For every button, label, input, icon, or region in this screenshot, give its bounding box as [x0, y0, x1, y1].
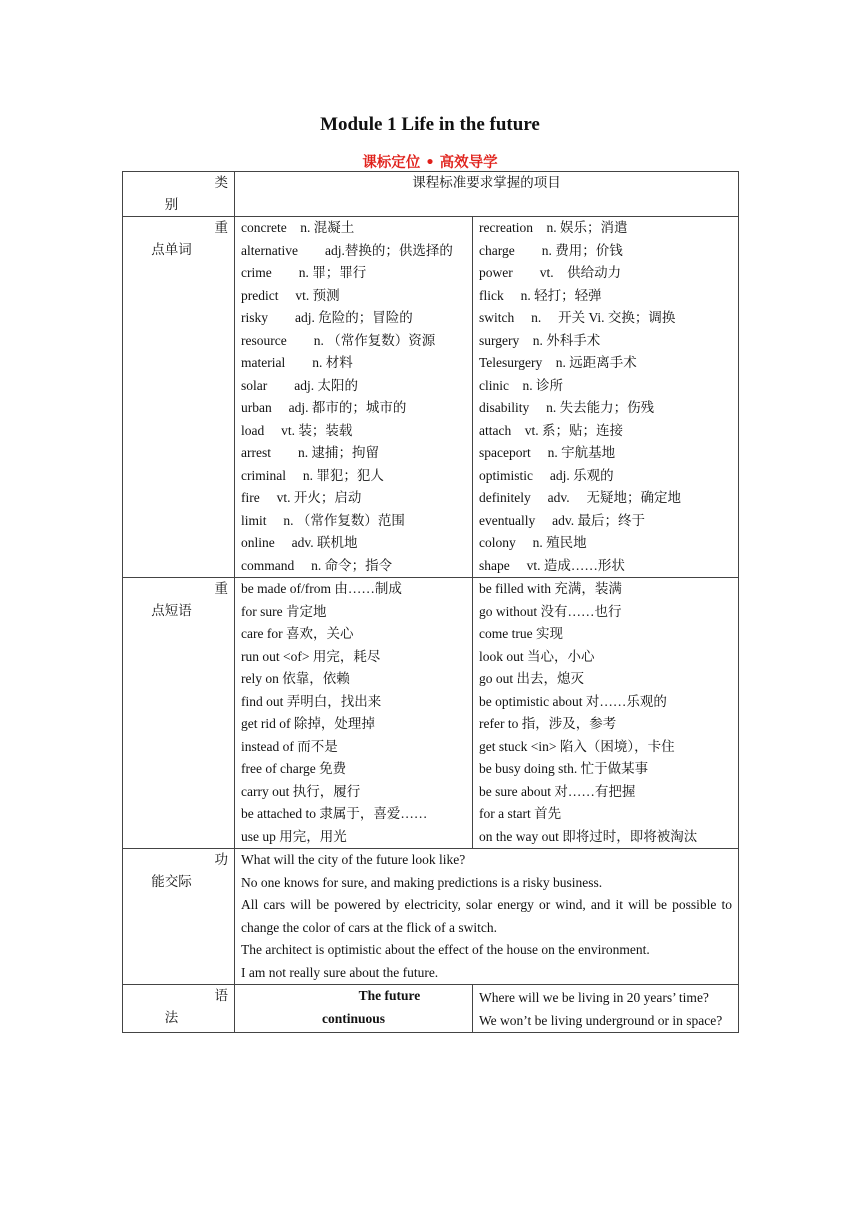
- phrase-item: go without 没有……也行: [479, 603, 622, 619]
- vocab-item: limit n. （常作复数）范围: [241, 512, 405, 528]
- phrase-item: care for 喜欢，关心: [241, 626, 354, 641]
- vocab-item: resource n. （常作复数）资源: [241, 332, 436, 348]
- phrase-item: find out 弄明白，找出来: [241, 693, 382, 709]
- vocab-item: disability n. 失去能力；伤残: [479, 400, 655, 415]
- phrase-item: on the way out 即将过时，即将被淘汰: [479, 828, 698, 844]
- vocab-item: material n. 材料: [241, 355, 353, 370]
- function-sentence: What will the city of the future look like?: [241, 852, 466, 867]
- vocab-item: switch n. 开关 Vi. 交换；调换: [479, 310, 676, 325]
- grammar-example: Where will we be living in 20 years’ time?: [479, 990, 709, 1005]
- grammar-row: [123, 985, 739, 1033]
- phrase-item: be busy doing sth. 忙于做某事: [479, 761, 649, 776]
- phrase-item: be filled with 充满，装满: [479, 581, 622, 596]
- vocab-category: 重 点单词: [123, 217, 235, 578]
- phrases-right-list: [473, 578, 739, 849]
- phrase-item: for a start 首先: [479, 806, 562, 821]
- functions-category: 功 能交际: [123, 849, 235, 985]
- curriculum-table: [122, 171, 739, 1033]
- function-sentence: I am not really sure about the future.: [241, 964, 439, 980]
- header-row: [123, 172, 739, 217]
- vocab-item: shape vt. 造成……形状: [479, 557, 625, 573]
- phrase-item: free of charge 免费: [241, 761, 347, 776]
- vocab-item: criminal n. 罪犯；犯人: [241, 467, 384, 483]
- vocab-item: definitely adv. 无疑地；确定地: [479, 490, 681, 505]
- vocab-item: concrete n. 混凝土: [241, 220, 355, 235]
- vocab-item: solar adj. 太阳的: [241, 377, 358, 393]
- function-sentence: All cars will be powered by electricity, solar energy or wind, and it will be possible to change the color of cars at the flick of a switch.: [241, 897, 732, 935]
- phrases-left-list: [235, 578, 473, 849]
- vocab-left-list: [235, 217, 473, 578]
- functions-row: [123, 849, 739, 985]
- grammar-category: 语 法: [123, 985, 235, 1033]
- functions-sentences: [235, 849, 739, 985]
- vocab-right-list: [473, 217, 739, 578]
- vocab-item: optimistic adj. 乐观的: [479, 467, 614, 483]
- vocab-row: [123, 217, 739, 578]
- vocab-item: charge n. 费用；价钱: [479, 242, 623, 258]
- page-subtitle: 课标定位 • 高效导学: [362, 155, 498, 171]
- vocab-item: risky adj. 危险的；冒险的: [241, 310, 413, 325]
- vocab-item: command n. 命令；指令: [241, 557, 393, 573]
- phrase-item: go out 出去，熄灭: [479, 671, 585, 686]
- vocab-item: clinic n. 诊所: [479, 377, 563, 393]
- vocab-item: predict vt. 预测: [241, 287, 340, 303]
- vocab-item: Telesurgery n. 远距离手术: [479, 355, 637, 370]
- vocab-item: alternative adj.替换的；供选择的: [241, 242, 453, 258]
- grammar-example: We won’t be living underground or in space?: [479, 1012, 723, 1028]
- phrase-item: get stuck <in> 陷入（困境），卡住: [479, 738, 675, 754]
- phrase-item: come true 实现: [479, 626, 563, 641]
- phrases-row: [123, 578, 739, 849]
- phrase-item: rely on 依靠，依赖: [241, 671, 350, 686]
- vocab-item: online adv. 联机地: [241, 535, 358, 550]
- vocab-item: colony n. 殖民地: [479, 535, 587, 550]
- phrase-item: get rid of 除掉，处理掉: [241, 716, 375, 731]
- grammar-topic: The future continuous: [235, 985, 473, 1033]
- vocab-item: attach vt. 系；贴；连接: [479, 422, 623, 438]
- phrase-item: be optimistic about 对……乐观的: [479, 693, 667, 709]
- vocab-item: fire vt. 开火；启动: [241, 490, 362, 505]
- phrase-item: be sure about 对……有把握: [479, 783, 636, 799]
- phrases-category: 重 点短语: [123, 578, 235, 849]
- phrase-item: use up 用完，用光: [241, 828, 347, 844]
- vocab-item: crime n. 罪；罪行: [241, 265, 367, 280]
- vocab-item: flick n. 轻打；轻弹: [479, 287, 602, 303]
- vocab-item: recreation n. 娱乐；消遣: [479, 220, 628, 235]
- vocab-item: spaceport n. 宇航基地: [479, 445, 616, 460]
- function-sentence: No one knows for sure, and making predictions is a risky business.: [241, 874, 603, 890]
- phrase-item: be made of/from 由……制成: [241, 581, 402, 596]
- category-header: 类 别: [123, 172, 235, 217]
- phrase-item: look out 当心，小心: [479, 648, 595, 664]
- phrase-item: refer to 指，涉及，参考: [479, 716, 617, 731]
- vocab-item: load vt. 装；装载: [241, 422, 353, 438]
- phrase-item: be attached to 隶属于，喜爱……: [241, 806, 428, 821]
- requirement-header: 课程标准要求掌握的项目: [235, 172, 739, 217]
- vocab-item: surgery n. 外科手术: [479, 332, 601, 348]
- phrase-item: run out <of> 用完，耗尽: [241, 648, 381, 664]
- vocab-item: power vt. 供给动力: [479, 265, 622, 280]
- vocab-item: urban adj. 都市的；城市的: [241, 400, 407, 415]
- phrase-item: carry out 执行，履行: [241, 783, 361, 799]
- grammar-examples: [473, 985, 739, 1033]
- function-sentence: The architect is optimistic about the effect of the house on the environment.: [241, 942, 650, 957]
- phrase-item: for sure 肯定地: [241, 603, 327, 619]
- vocab-item: arrest n. 逮捕；拘留: [241, 445, 379, 460]
- phrase-item: instead of 而不是: [241, 738, 338, 754]
- page-title: Module 1 Life in the future: [320, 114, 540, 135]
- vocab-item: eventually adv. 最后；终于: [479, 512, 645, 528]
